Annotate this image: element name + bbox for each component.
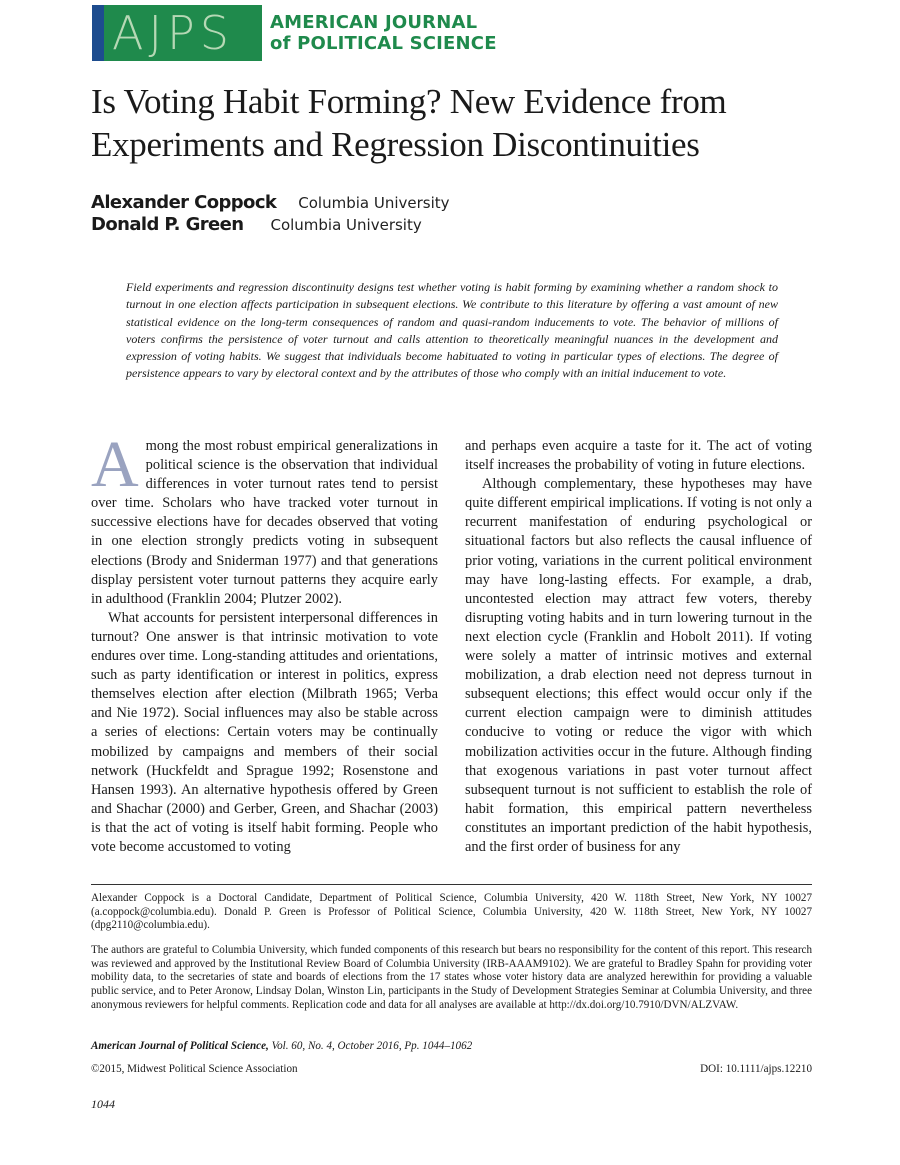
paragraph: [91, 428, 438, 609]
author-name: Alexander Coppock: [91, 192, 277, 213]
journal-name-line2: of POLITICAL SCIENCE: [270, 33, 497, 54]
author-name: Donald P. Green: [91, 214, 244, 235]
paragraph: and perhaps even acquire a taste for it. The act of voting itself increases the probability of voting in future elections.: [465, 438, 812, 474]
footnote-acknowledgments: The authors are grateful to Columbia University, which funded components of this research but bears no responsibility for the content of this report. This research was reviewed and approved by the Institutional Review Board of Columbia University (IRB-AAAM9102). We are grateful to Bradley Spahn for providing voter mobility data, to the secretaries of state and boards of elections from the 17 states whose voter history data are analyzed herewithin for providing a valuable public service, and to Peter Aronow, Lindsay Dolan, Winston Lin, participants in the Study of Development Strategies Seminar at Columbia University, and three anonymous reviewers for helpful comments. Replication code and data for all analyses are available at http://dx.doi.org/10.7910/DVN/ALZVAW.: [91, 944, 812, 1011]
copyright-row: [91, 1063, 812, 1077]
citation-line: [91, 1040, 812, 1054]
doi: DOI: 10.1111/ajps.12210: [700, 1063, 812, 1075]
author-affiliation: Columbia University: [270, 216, 422, 234]
drop-cap: A: [91, 428, 139, 501]
journal-name-line1: AMERICAN JOURNAL: [270, 12, 478, 33]
body-column-left: [91, 428, 438, 857]
paragraph: What accounts for persistent interpersonal differences in turnout? One answer is that intrinsic motivation to vote endures over time. Long-standing attitudes and orientations, such as party identification or interest in politics, express themselves election after election (Milbrath 1965; Verba and Nie 1972). Social influences may also be stable across a series of elections: Certain voters may be continually mobilized by campaigns and members of their social network (Huckfeldt and Sprague 1992; Rosenstone and Hansen 1993). An alternative hypothesis offered by Green and Shachar (2000) and Gerber, Green, and Shachar (2003) is that the act of voting is itself habit forming. People who vote become accustomed to voting: [91, 609, 438, 855]
article-title: Is Voting Habit Forming? New Evidence from Experiments and Regression Discontinuities: [91, 82, 727, 164]
author-list: [91, 192, 450, 236]
citation-details: Vol. 60, No. 4, October 2016, Pp. 1044–1062: [268, 1040, 473, 1052]
logo-blue-bar: [92, 5, 104, 61]
citation-journal: American Journal of Political Science,: [91, 1040, 269, 1052]
footnote-divider: [91, 884, 812, 885]
logo-letters: AJPS: [112, 6, 234, 60]
footnote-affiliations: Alexander Coppock is a Doctoral Candidate, Department of Political Science, Columbia University, 420 W. 118th Street, New York, NY 10027 (a.coppock@columbia.edu). Donald P. Green is Professor of Political Science, Columbia University, 420 W. 118th Street, New York, NY 10027 (dpg2110@columbia.edu).: [91, 892, 812, 932]
abstract: Field experiments and regression discontinuity designs test whether voting is habit forming by examining whether a random shock to turnout in one election affects participation in subsequent elections. We contribute to this literature by offering a vast amount of new statistical evidence on the long-term consequences of random and quasi-random inducements to vote. The behavior of millions of voters confirms the persistence of voter turnout and calls attention to theoretically meaningful nuances in the development and expression of voting habits. We suggest that individuals become habituated to voting in particular types of elections. The degree of persistence appears to vary by electoral context and by the attributes of those who comply with an initial inducement to vote.: [126, 280, 778, 381]
copyright: ©2015, Midwest Political Science Association: [91, 1063, 298, 1075]
author-row: [91, 192, 450, 214]
page-number: 1044: [91, 1097, 115, 1111]
journal-logo: [92, 5, 497, 61]
paragraph-text: mong the most robust empirical generalizations in political science is the observation that individual differences in voter turnout rates tend to persist over time. Scholars who have tracked voter turnout in successive elections have for decades observed that voting in one election strongly predicts voting in subsequent elections (Brody and Sniderman 1977) and that generations display persistent voter turnout patterns they acquire early in adulthood (Franklin 2004; Plutzer 2002).: [91, 438, 438, 607]
paragraph: Although complementary, these hypotheses may have quite different empirical implications. If voting is not only a recurrent manifestation of enduring psychological or situational factors but also reflects the causal influence of prior voting, variations in the current political environment may have long-lasting effects. For example, a drab, uncontested election may attract few voters, thereby disrupting voting habits and in turn lowering turnout in the next election cycle (Franklin and Hobolt 2011). If voting were solely a matter of intrinsic motives and external mobilization, a drab election need not depress turnout in subsequent elections; this effect would occur only if the current election campaign were to diminish attitudes conducive to voting or reduce the vigor with which mobilization activities occur in the future. Although finding that exogenous variations in past voter turnout affect subsequent turnout is not sufficient to establish the role of habit formation, this empirical pattern nevertheless constitutes an important prediction of the habit hypothesis, and the first order of business for any: [465, 476, 812, 855]
journal-name: [270, 12, 497, 54]
author-row: [91, 214, 450, 236]
author-affiliation: Columbia University: [298, 194, 450, 212]
logo-mark: [92, 5, 262, 61]
body-column-right: [465, 437, 812, 857]
